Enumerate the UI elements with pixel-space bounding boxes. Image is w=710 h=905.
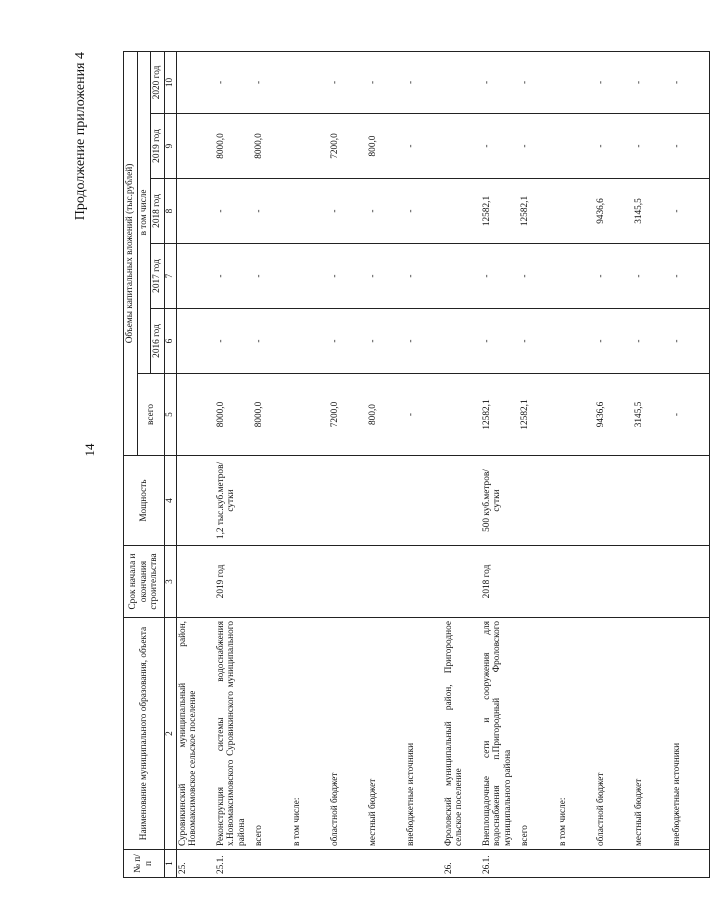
cell-2017: -	[633, 244, 671, 309]
cell-name: внебюджетные источники	[405, 618, 443, 850]
capital-investment-table	[123, 51, 710, 878]
cell-total: 9436,6	[595, 374, 633, 456]
cell-2018: -	[329, 179, 367, 244]
cell-name: областной бюджет	[329, 618, 367, 850]
cell-2018: 12582,1	[481, 179, 519, 244]
cell-2020: -	[329, 51, 367, 113]
cell-2020: -	[519, 51, 557, 113]
header-year: 2020 год	[151, 51, 165, 113]
header-year: 2019 год	[151, 114, 165, 179]
cell-2019	[176, 114, 215, 179]
cell-2018	[557, 179, 595, 244]
cell-2017: -	[595, 244, 633, 309]
cell-period: 2018 год	[481, 546, 519, 618]
cell-name: всего	[253, 618, 291, 850]
cell-period	[519, 546, 557, 618]
cell-2020: -	[215, 51, 253, 113]
cell-2020: -	[633, 51, 671, 113]
cell-2019: 8000,0	[253, 114, 291, 179]
cell-2017: -	[671, 244, 710, 309]
cell-2017: -	[519, 244, 557, 309]
cell-num: 25.1.	[215, 850, 253, 878]
cell-2017	[443, 244, 481, 309]
cell-capacity	[405, 456, 443, 546]
cell-num	[253, 850, 291, 878]
cell-period	[671, 546, 710, 618]
cell-2019: 7200,0	[329, 114, 367, 179]
cell-capacity	[176, 456, 215, 546]
column-number: 1	[165, 850, 177, 878]
cell-2018: 9436,6	[595, 179, 633, 244]
table-row	[329, 51, 367, 877]
cell-2019: 8000,0	[215, 114, 253, 179]
header-volumes: Объемы капитальных вложений (тыс.рублей)	[124, 51, 138, 455]
cell-name: местный бюджет	[367, 618, 405, 850]
table-row	[595, 51, 633, 877]
cell-2016: -	[253, 309, 291, 374]
cell-capacity	[291, 456, 329, 546]
cell-num	[367, 850, 405, 878]
cell-2018	[291, 179, 329, 244]
cell-name: Реконструкция системы водоснабжения х.Новомаксимовского Суровикинского муниципального района	[215, 618, 253, 850]
cell-total	[443, 374, 481, 456]
cell-2020: -	[481, 51, 519, 113]
cell-num	[671, 850, 710, 878]
cell-2019	[557, 114, 595, 179]
cell-period	[291, 546, 329, 618]
header-year: 2018 год	[151, 179, 165, 244]
cell-name: Фроловский муниципальный район, Пригородное сельское поселение	[443, 618, 481, 850]
cell-capacity	[367, 456, 405, 546]
cell-name: внебюджетные источники	[671, 618, 710, 850]
column-number: 6	[165, 309, 177, 374]
cell-total: -	[405, 374, 443, 456]
cell-num	[291, 850, 329, 878]
table-row	[405, 51, 443, 877]
cell-2019: -	[481, 114, 519, 179]
cell-total: 7200,0	[329, 374, 367, 456]
cell-2017: -	[481, 244, 519, 309]
cell-2016: -	[367, 309, 405, 374]
cell-2017	[176, 244, 215, 309]
cell-2017	[557, 244, 595, 309]
cell-2019: -	[633, 114, 671, 179]
table-body	[176, 51, 709, 877]
cell-2020: -	[595, 51, 633, 113]
cell-2016: -	[671, 309, 710, 374]
cell-total: -	[671, 374, 710, 456]
cell-2019: 800,0	[367, 114, 405, 179]
cell-2017: -	[329, 244, 367, 309]
cell-2020: -	[253, 51, 291, 113]
cell-2016	[176, 309, 215, 374]
table-row	[291, 51, 329, 877]
cell-2016: -	[405, 309, 443, 374]
page-number: 14	[82, 443, 97, 457]
cell-period	[557, 546, 595, 618]
cell-period	[176, 546, 215, 618]
cell-capacity	[329, 456, 367, 546]
cell-2020: -	[405, 51, 443, 113]
cell-capacity	[633, 456, 671, 546]
cell-2016	[443, 309, 481, 374]
cell-num	[633, 850, 671, 878]
cell-capacity	[671, 456, 710, 546]
cell-name: местный бюджет	[633, 618, 671, 850]
cell-2016: -	[519, 309, 557, 374]
cell-period	[443, 546, 481, 618]
cell-num	[329, 850, 367, 878]
cell-2019	[291, 114, 329, 179]
cell-name: в том числе:	[557, 618, 595, 850]
column-number: 4	[165, 456, 177, 546]
cell-num	[595, 850, 633, 878]
cell-2020	[176, 51, 215, 113]
header-year: 2017 год	[151, 244, 165, 309]
column-number: 10	[165, 51, 177, 113]
cell-2018	[176, 179, 215, 244]
header-capacity: Мощность	[124, 456, 165, 546]
cell-2016: -	[215, 309, 253, 374]
cell-period	[633, 546, 671, 618]
cell-capacity	[557, 456, 595, 546]
cell-2019: -	[405, 114, 443, 179]
cell-total: 12582,1	[519, 374, 557, 456]
cell-period	[595, 546, 633, 618]
rotated-page-content	[73, 52, 682, 878]
column-number: 8	[165, 179, 177, 244]
cell-num: 26.1.	[481, 850, 519, 878]
cell-2019: -	[671, 114, 710, 179]
cell-2018: -	[671, 179, 710, 244]
continuation-caption: Продолжение приложения 4	[73, 52, 88, 221]
cell-2020: -	[367, 51, 405, 113]
cell-2019: -	[595, 114, 633, 179]
cell-name: областной бюджет	[595, 618, 633, 850]
cell-name: Внеплощадочные сети и сооружения для водоснабжения п.Пригородный Фроловского муниципального района	[481, 618, 519, 850]
cell-2016: -	[595, 309, 633, 374]
cell-2019: -	[519, 114, 557, 179]
header-year: 2016 год	[151, 309, 165, 374]
cell-capacity	[443, 456, 481, 546]
cell-2016	[557, 309, 595, 374]
cell-capacity: 1,2 тыс.куб.метров/ сутки	[215, 456, 253, 546]
column-number: 2	[165, 618, 177, 850]
cell-num	[519, 850, 557, 878]
cell-total: 800,0	[367, 374, 405, 456]
table-row	[557, 51, 595, 877]
cell-capacity	[253, 456, 291, 546]
cell-2017	[291, 244, 329, 309]
table-row	[367, 51, 405, 877]
cell-name: Суровикинский муниципальный район, Новомаксимовское сельское поселение	[176, 618, 215, 850]
cell-2017: -	[367, 244, 405, 309]
cell-2016	[291, 309, 329, 374]
table-row	[176, 51, 215, 877]
cell-name: всего	[519, 618, 557, 850]
cell-period	[329, 546, 367, 618]
cell-2017: -	[253, 244, 291, 309]
cell-2018: -	[253, 179, 291, 244]
column-number: 3	[165, 546, 177, 618]
table-row	[481, 51, 519, 877]
table-row	[215, 51, 253, 877]
table-row	[671, 51, 710, 877]
column-number: 5	[165, 374, 177, 456]
cell-capacity	[595, 456, 633, 546]
cell-2017: -	[405, 244, 443, 309]
cell-total: 8000,0	[215, 374, 253, 456]
cell-2018: -	[405, 179, 443, 244]
table-row	[519, 51, 557, 877]
header-including: в том числе	[137, 51, 151, 373]
cell-2018: -	[367, 179, 405, 244]
cell-2018: 3145,5	[633, 179, 671, 244]
header-num: № п/п	[124, 850, 165, 878]
cell-num	[405, 850, 443, 878]
cell-2016: -	[329, 309, 367, 374]
cell-2020	[557, 51, 595, 113]
header-name: Наименование муниципального образования, объекта	[124, 618, 165, 850]
cell-period	[367, 546, 405, 618]
table-row	[253, 51, 291, 877]
cell-2018: -	[215, 179, 253, 244]
cell-capacity: 500 куб.метров/ сутки	[481, 456, 519, 546]
column-number: 9	[165, 114, 177, 179]
cell-total	[291, 374, 329, 456]
cell-2016: -	[481, 309, 519, 374]
cell-num: 26.	[443, 850, 481, 878]
cell-total: 8000,0	[253, 374, 291, 456]
cell-2016: -	[633, 309, 671, 374]
cell-2018	[443, 179, 481, 244]
cell-2018: 12582,1	[519, 179, 557, 244]
cell-total	[176, 374, 215, 456]
cell-period: 2019 год	[215, 546, 253, 618]
cell-total: 3145,5	[633, 374, 671, 456]
header-total: всего	[137, 374, 164, 456]
cell-2019	[443, 114, 481, 179]
header-period: Срок начала и окончания строительства	[124, 546, 165, 618]
cell-num	[557, 850, 595, 878]
cell-capacity	[519, 456, 557, 546]
column-number: 7	[165, 244, 177, 309]
cell-name: в том числе:	[291, 618, 329, 850]
table-row	[443, 51, 481, 877]
cell-2017: -	[215, 244, 253, 309]
cell-2020: -	[671, 51, 710, 113]
cell-num: 25.	[176, 850, 215, 878]
cell-2020	[443, 51, 481, 113]
table-row	[633, 51, 671, 877]
cell-period	[405, 546, 443, 618]
cell-total: 12582,1	[481, 374, 519, 456]
cell-2020	[291, 51, 329, 113]
cell-period	[253, 546, 291, 618]
cell-total	[557, 374, 595, 456]
